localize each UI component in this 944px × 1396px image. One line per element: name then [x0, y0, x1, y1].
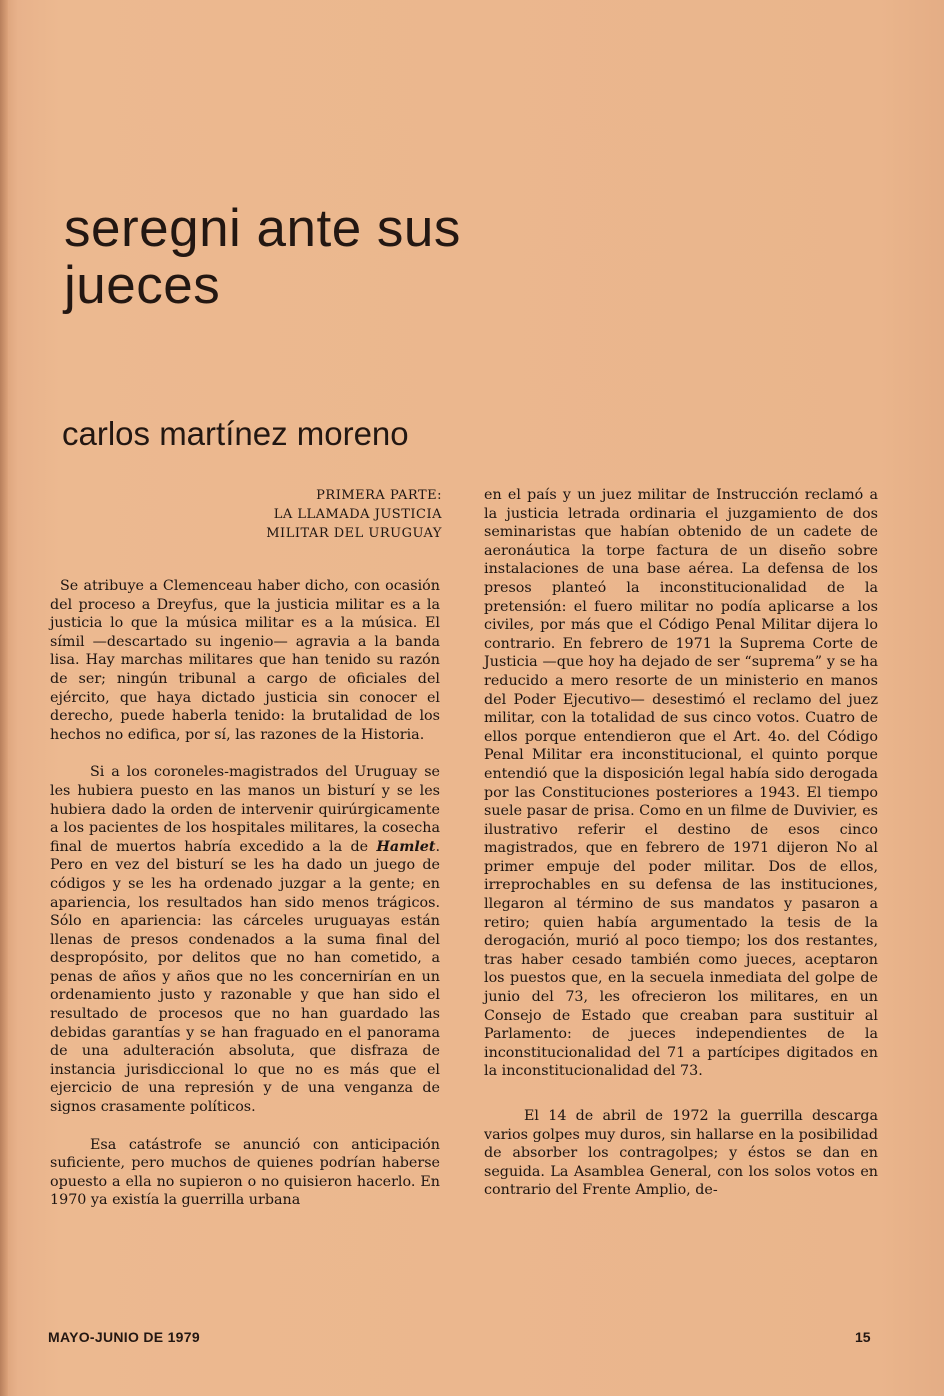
right-column	[484, 486, 878, 1200]
page-number: 15	[855, 1329, 871, 1345]
left-column	[50, 577, 440, 1210]
left-paragraph-3: Esa catástrofe se anunció con anticipación suficiente, pero muchos de quienes podrían haberse opuesto a ella no supieron o no quisieron hacerlo. En 1970 ya existía la guerrilla urbana	[50, 1136, 440, 1209]
page-spine-shadow	[0, 0, 8, 1396]
title-line-1: seregni ante sus	[64, 199, 461, 258]
left-paragraph-2	[50, 763, 440, 1116]
title-line-2: jueces	[64, 256, 221, 315]
issue-date: MAYO-JUNIO DE 1979	[48, 1329, 200, 1345]
part-heading-line-2: LA LLAMADA JUSTICIA	[273, 507, 442, 522]
article-title	[64, 200, 764, 314]
part-heading-line-1: PRIMERA PARTE:	[316, 488, 442, 503]
right-paragraph-2: El 14 de abril de 1972 la guerrilla descarga varios golpes muy duros, sin hallarse en la posibilidad de absorber los contragolpes; y éstos se dan en seguida. La Asamblea General, con los solos votos en contrario del Frente Amplio, de-	[484, 1108, 878, 1199]
left-paragraph-2-part-a: Si a los coroneles-magistrados del Uruguay se les hubiera puesto en las manos un bisturí y se les hubiera dado la orden de intervenir quirúrgicamente a los pacientes de los hospitales militares, la cosecha final de muertos habría excedido a la de	[50, 764, 440, 855]
part-heading	[200, 486, 442, 543]
hamlet-italic: Hamlet	[376, 838, 436, 855]
part-heading-line-3: MILITAR DEL URUGUAY	[266, 526, 442, 541]
left-paragraph-1: Se atribuye a Clemenceau haber dicho, con ocasión del proceso a Dreyfus, que la justicia militar es a la justicia lo que la música militar es a la música. El símil —descartado su ingenio— agravia a la banda lisa. Hay marchas militares que han tenido su razón de ser; ningún tribunal a cargo de oficiales del ejército, que haya dictado justicia sin conocer el derecho, puede haberla tenido: la brutalidad de los hechos no edifica, por sí, las razones de la Historia.	[50, 578, 440, 743]
right-paragraph-1: en el país y un juez militar de Instrucción reclamó a la justicia letrada ordinaria el juzgamiento de dos seminaristas que habían obtenido de un cadete de aeronáutica la torpe factura de un diseño sobre instalaciones de una base aérea. La defensa de los presos planteó la inconstitucionalidad de la pretensión: el fuero militar no podía aplicarse a los civiles, por más que el Código Penal Militar dijera lo contrario. En febrero de 1971 la Suprema Corte de Justicia —que hoy ha dejado de ser “suprema” y se ha reducido a mero resorte de un ministerio en manos del Poder Ejecutivo— desestimó el reclamo del juez militar, con la totalidad de sus cinco votos. Cuatro de ellos porque entendieron que el Art. 4o. del Código Penal Militar era inconstitucional, el quinto porque entendió que la disposición legal había sido derogada por las Constituciones posteriores a 1943. El tiempo suele pasar de prisa. Como en un filme de Duvivier, es ilustrativo referir el destino de esos cinco magistrados, que en febrero de 1971 dijeron No al primer empuje del poder militar. Dos de ellos, irreprochables en su defensa de las instituciones, llegaron al término de sus mandatos y pasaron a retiro; quien había argumentado la tesis de la derogación, murió al poco tiempo; los dos restantes, tras haber cesado también como jueces, aceptaron los puestos que, en la secuela inmediata del golpe de junio del 73, les ofrecieron los militares, en un Consejo de Estado que creaban para sustituir al Parlamento: de jueces independientes de la inconstitucionalidad del 71 a partícipes digitados en la inconstitucionalidad del 73.	[484, 487, 879, 1080]
left-paragraph-2-part-b: . Pero en vez del bisturí se les ha dado un juego de códigos y se les ha ordenado juzgar a la gente; en apariencia, los resultados han sido menos trágicos. Sólo en apariencia: las cárceles uruguayas están llenas de presos condenados a la suma final del despropósito, por delitos que no han cometido, a penas de años y años que no les concernirían en un ordenamiento justo y razonable y que han sido el resultado de procesos que no han guardado las debidas garantías y se han fraguado en el panorama de una adulteración absoluta, que disfraza de instancia jurisdiccional lo que no es más que el ejercicio de una represión y de una venganza de signos crasamente políticos.	[50, 838, 440, 1116]
article-author: carlos martínez moreno	[62, 415, 409, 452]
